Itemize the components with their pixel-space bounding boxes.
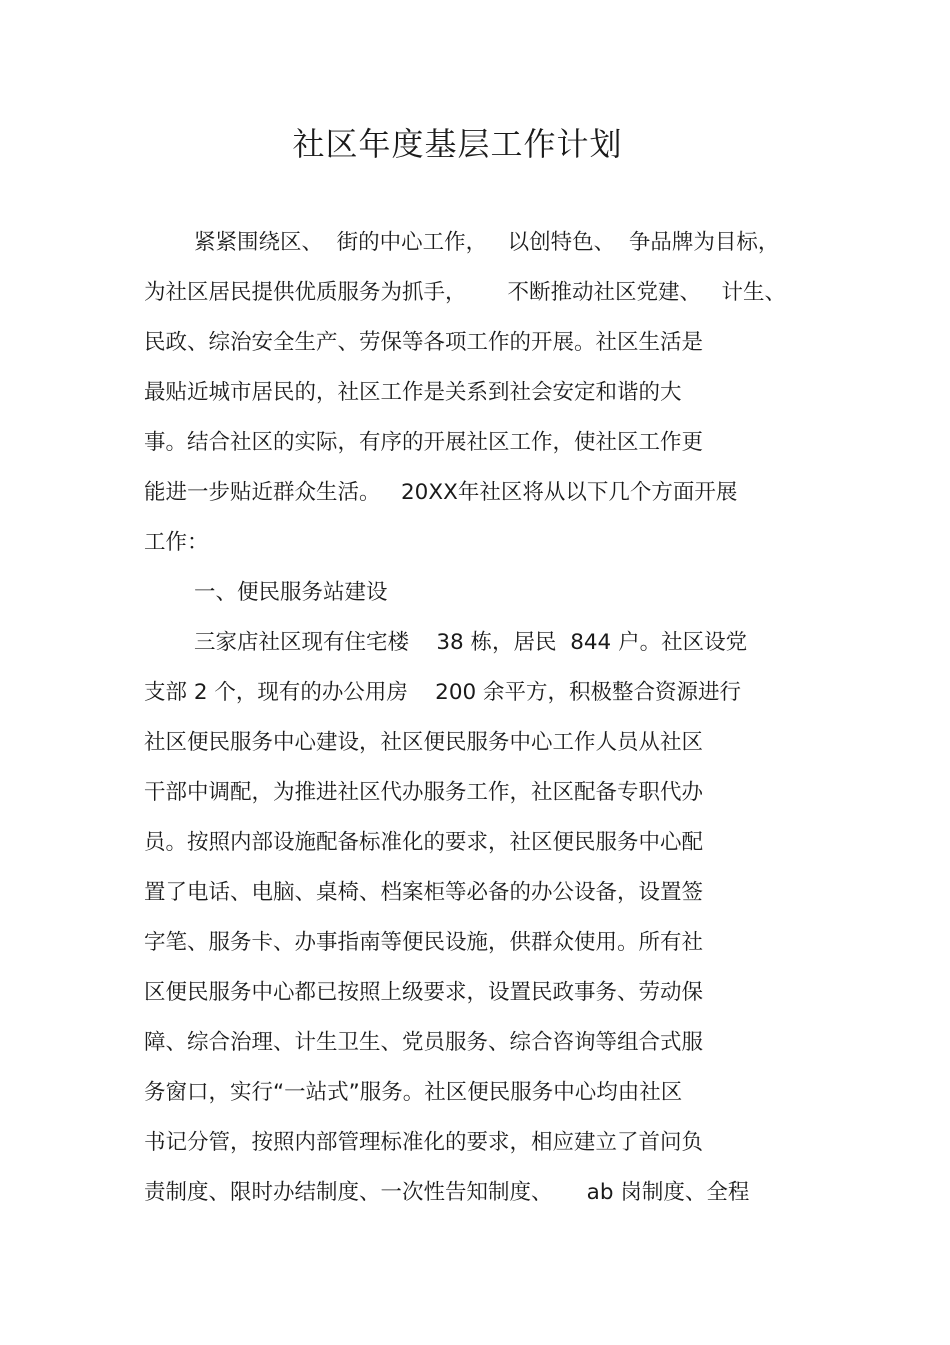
paragraph-line: 员。按照内部设施配备标准化的要求，社区便民服务中心配 (144, 830, 704, 855)
paragraph-line: 支部 2 个，现有的办公用房 200 余平方，积极整合资源进行 (144, 680, 742, 705)
paragraph-line: 置了电话、电脑、桌椅、档案柜等必备的办公设备，设置签 (144, 880, 704, 905)
paragraph-line: 字笔、服务卡、办事指南等便民设施，供群众使用。所有社 (144, 930, 704, 955)
paragraph-line: 干部中调配，为推进社区代办服务工作，社区配备专职代办 (144, 780, 704, 805)
paragraph-line: 务窗口，实行“一站式”服务。社区便民服务中心均由社区 (144, 1080, 683, 1105)
paragraph-line: 为社区居民提供优质服务为抓手， 不断推动社区党建、 计生、 (144, 280, 787, 305)
paragraph-line: 紧紧围绕区、 街的中心工作， 以创特色、 争品牌为目标， (194, 230, 780, 255)
paragraph-line: 工作： (144, 530, 209, 555)
paragraph-line: 责制度、限时办结制度、一次性告知制度、 ab 岗制度、全程 (144, 1180, 750, 1205)
paragraph-line: 最贴近城市居民的，社区工作是关系到社会安定和谐的大 (144, 380, 682, 405)
paragraph-line: 障、综合治理、计生卫生、党员服务、综合咨询等组合式服 (144, 1030, 704, 1055)
paragraph-line: 区便民服务中心都已按照上级要求，设置民政事务、劳动保 (144, 980, 704, 1005)
paragraph-line: 三家店社区现有住宅楼 38 栋，居民 844 户。社区设党 (194, 630, 748, 655)
paragraph-line: 一、便民服务站建设 (194, 580, 388, 605)
paragraph-line: 社区便民服务中心建设，社区便民服务中心工作人员从社区 (144, 730, 704, 755)
paragraph-line: 事。结合社区的实际，有序的开展社区工作，使社区工作更 (144, 430, 704, 455)
document-title: 社区年度基层工作计划 (292, 125, 623, 163)
document-body (144, 218, 844, 1218)
paragraph-line: 能进一步贴近群众生活。 20XX年社区将从以下几个方面开展 (144, 480, 738, 505)
paragraph-line: 书记分管，按照内部管理标准化的要求，相应建立了首问负 (144, 1130, 704, 1155)
paragraph-line: 民政、综治安全生产、劳保等各项工作的开展。社区生活是 (144, 330, 704, 355)
